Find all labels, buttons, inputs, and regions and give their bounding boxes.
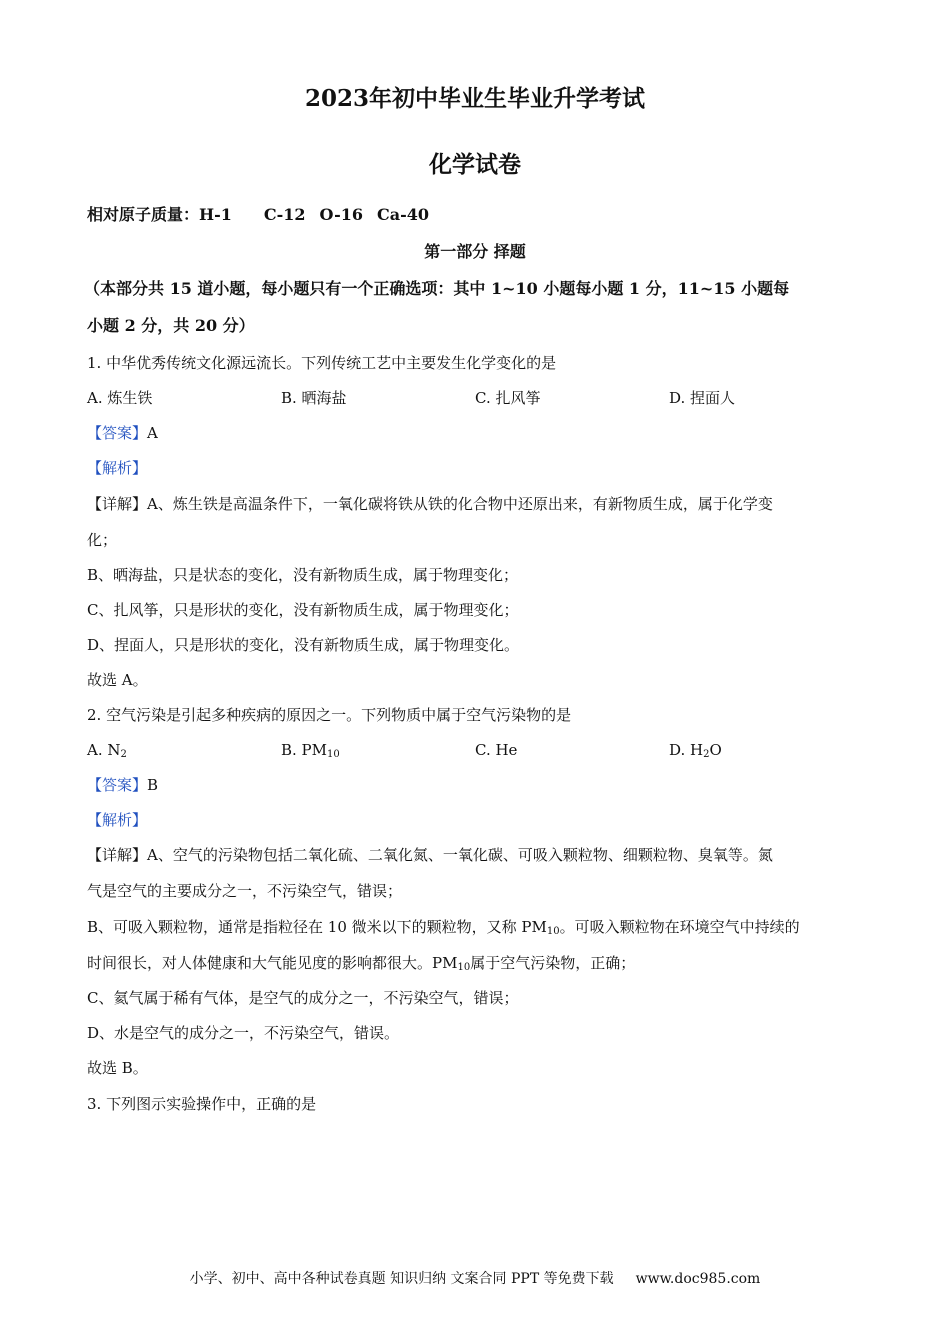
section-instructions-1: （本部分共 15 道小题，每小题只有一个正确选项：其中 1~10 小题每小题 1 分，11~15 小题每 xyxy=(84,279,790,298)
q1-stem: 1. 中华优秀传统文化源远流长。下列传统工艺中主要发生化学变化的是 xyxy=(87,354,557,372)
q2-conclusion: 故选 B。 xyxy=(87,1059,148,1077)
q2-detail-tag: 【详解】 xyxy=(87,846,148,864)
q2-option-c: C. He xyxy=(475,741,518,759)
atomic-mass-line xyxy=(87,204,867,226)
q2-options xyxy=(87,739,867,766)
q2-detail-a-text: A、空气的污染物包括二氧化硫、二氧化氮、一氧化碳、可吸入颗粒物、细颗粒物、臭氧等。氮 xyxy=(147,846,773,864)
q2-detail-a-1 xyxy=(87,844,867,866)
q1-option-d: D. 捏面人 xyxy=(669,389,736,407)
q2-stem: 2. 空气污染是引起多种疾病的原因之一。下列物质中属于空气污染物的是 xyxy=(87,706,572,724)
atomic-mass-label: 相对原子质量： xyxy=(87,205,200,224)
q2-option-a: A. $N_2$ xyxy=(87,741,127,760)
q1-answer-value: A xyxy=(147,424,158,442)
atomic-mass-c: C-12 xyxy=(263,205,306,224)
q1-detail-a-text: A、炼生铁是高温条件下，一氧化碳将铁从铁的化合物中还原出来，有新物质生成，属于化学变 xyxy=(147,495,773,513)
footer-url[interactable]: www.doc985.com xyxy=(635,1271,761,1287)
section-instructions-2: 小题 2 分，共 20 分） xyxy=(87,316,255,335)
page-footer xyxy=(0,1268,950,1290)
section-title: 第一部分 择题 xyxy=(424,242,526,261)
q2-option-b: B. $PM_{10}$ xyxy=(281,741,340,760)
atomic-mass-o: O-16 xyxy=(319,205,363,224)
q2-answer-value: B xyxy=(147,776,159,794)
q1-conclusion: 故选 A。 xyxy=(87,671,148,689)
q2-detail-d: D、水是空气的成分之一，不污染空气，错误。 xyxy=(87,1024,400,1042)
q3-stem: 3. 下列图示实验操作中，正确的是 xyxy=(87,1095,317,1113)
q2-detail-b-2: 时间很长，对人体健康和大气能见度的影响都很大。$PM_{10}$属于空气污染物，正确； xyxy=(87,954,636,973)
q1-option-c: C. 扎风筝 xyxy=(475,389,541,407)
atomic-mass-h: H-1 xyxy=(199,205,232,224)
exam-subtitle: 化学试卷 xyxy=(429,151,521,178)
atomic-mass-ca: Ca-40 xyxy=(376,205,429,224)
q1-detail-a-2: 化； xyxy=(87,531,118,549)
q1-option-a: A. 炼生铁 xyxy=(87,389,153,407)
q2-answer-tag: 【答案】 xyxy=(87,776,148,794)
q1-detail-b: B、晒海盐，只是状态的变化，没有新物质生成，属于物理变化； xyxy=(87,566,519,584)
q1-detail-d: D、捏面人，只是形状的变化，没有新物质生成，属于物理变化。 xyxy=(87,636,520,654)
q1-answer-tag: 【答案】 xyxy=(87,424,148,442)
q2-option-d: D. $H_2O$ xyxy=(669,741,722,760)
q1-answer xyxy=(87,422,867,444)
q2-detail-a-2: 气是空气的主要成分之一，不污染空气，错误； xyxy=(87,882,403,900)
q2-analysis-tag: 【解析】 xyxy=(87,811,148,829)
q2-detail-b-1: B、可吸入颗粒物，通常是指粒径在 10 微米以下的颗粒物，又称 $PM_{10}$。可吸入颗粒物在环境空气中持续的 xyxy=(87,918,800,937)
q2-detail-c: C、氦气属于稀有气体，是空气的成分之一，不污染空气，错误； xyxy=(87,989,519,1007)
q1-analysis-tag: 【解析】 xyxy=(87,459,148,477)
exam-title: 2023年初中毕业生毕业升学考试 xyxy=(304,85,645,112)
q1-option-b: B. 晒海盐 xyxy=(281,389,347,407)
q2-answer xyxy=(87,774,867,796)
q1-options xyxy=(87,387,867,409)
footer-text: 小学、初中、高中各种试卷真题 知识归纳 文案合同 PPT 等免费下载 xyxy=(189,1271,614,1287)
q1-detail-c: C、扎风筝，只是形状的变化，没有新物质生成，属于物理变化； xyxy=(87,601,519,619)
q1-detail-a-1 xyxy=(87,493,867,515)
q1-detail-tag: 【详解】 xyxy=(87,495,148,513)
